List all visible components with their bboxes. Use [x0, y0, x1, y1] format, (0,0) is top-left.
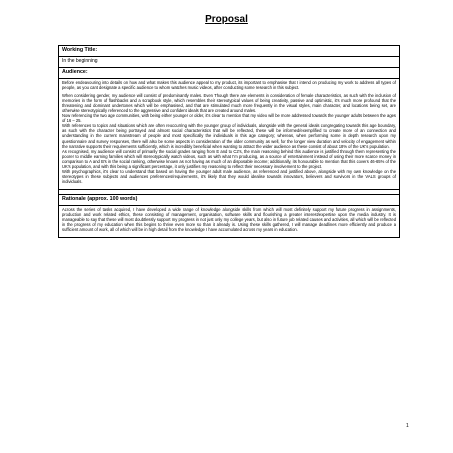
working-title-value-row [59, 57, 400, 68]
page-number: 1 [406, 423, 409, 429]
working-title-value: In the beginning [59, 57, 400, 68]
audience-paragraph: As recognised, my audience will consist of primarily the social grades ranging from E and to C2's, the main reasoning behind this audience is justified through them representing the poorer to middle earning families which will stereotypically watch videos, such as with what I'm producing, as a source of entertainment instead of using their more scarce money in comparison to A and B's in the social ranking, otherwise known as not having as much of an disposable income; additionally, its honourable to mention that this covers 46-65% of the UK's population, and with this being a significant percentage, it only justifies my reasoning to reflect their necessary involvement to the project. [62, 148, 396, 169]
rationale-body-row [59, 205, 400, 237]
audience-body-row [59, 79, 400, 190]
page-title: Proposal [205, 14, 248, 25]
audience-paragraph: Before endeavouring into details on how and what makes this audience appeal to my product, its important to emphasise that I intend on producing my work to address all types of people, as you cant designate a specific audience to whom watches music videos, after conducting some research in this subject. [62, 80, 396, 91]
rationale-body [59, 205, 400, 237]
rationale-heading-row [59, 194, 400, 205]
rationale-heading: Rationale (approx. 100 words) [59, 194, 400, 205]
audience-body [59, 79, 400, 190]
audience-heading: Audience: [59, 68, 400, 79]
audience-paragraph: When considering gender, my audience will consist of predominantly males. Even Though there are elements in consideration of female characteristics, as such with the inclusion of memories in the form of flashbacks and a scrapbook style, which resembles their stereotypical values of being creativity, passive and optimistic, it's much more profound that the threatening and dominant undertones which will be emphasised, and that are stimulated much more frequently in the visual styles, main character, and locations being set, are otherwise stereotypically referenced to the aggressive and confident ideals that are created around males. [62, 93, 396, 114]
audience-heading-row [59, 68, 400, 79]
audience-paragraph: Now referencing the two age communities, with being either younger or older, it's clear to mention that my video will be more addressed towards the younger adults between the ages of 16 – 25. [62, 113, 396, 124]
audience-paragraph: With psychographics, it's clear to understand that based on having the younger adult male audience, as referenced and justified above, alongside with my own knowledge on the stereotypes in these subjects and audiences preferences/requirements, it's likely that they would idealise towards innovators, believers and survivors in the VALS groups of individuals. [62, 168, 396, 184]
audience-paragraph: With references to topics and situations which are often reoccurring with the younger group of individuals, alongside with the general ideals congregating towards this age boundary, as such with the character being portrayed and almost social characteristics that will be reflected, these will be informed/exemplified to create more of an connection and understanding in the current mainstream of people and most specifically the individuals in this age category; whereas, when performing some in depth research upon my questionnaire and survey responses, there will also be some aspects in consideration of the older community as well, for the longer view duration and velocity of engagement within the narrative supports their requirements sufficiently, which is incredibly beneficial when wanting to attract the wider audience as these consist of about 18% of the UK's population. [62, 123, 396, 149]
working-title-heading: Working Title: [59, 46, 400, 57]
working-title-heading-row [59, 46, 400, 57]
rationale-paragraph: Across the series of tasks acquired, I have developed a wide range of knowledge alongside skills from which will most definitely support my future progress in assignments, production and work related ethics, these consisting of management, organisation, software skills and flourishing a greater interest/expertise upon the media industry. It is manageable to say that these will most doubtlessly support my progress in not just only my college years, but also in future job related causes and activities, all which will be reflected in the progress of my education when this begins to thrive even more so than it already is. Using these skills gathered, I will manage deadlines more efficiently and produce a sufficient amount of work, all of which will be in high detail from the knowledge I have accumulated across my years in education. [62, 206, 396, 233]
proposal-table [58, 45, 400, 238]
